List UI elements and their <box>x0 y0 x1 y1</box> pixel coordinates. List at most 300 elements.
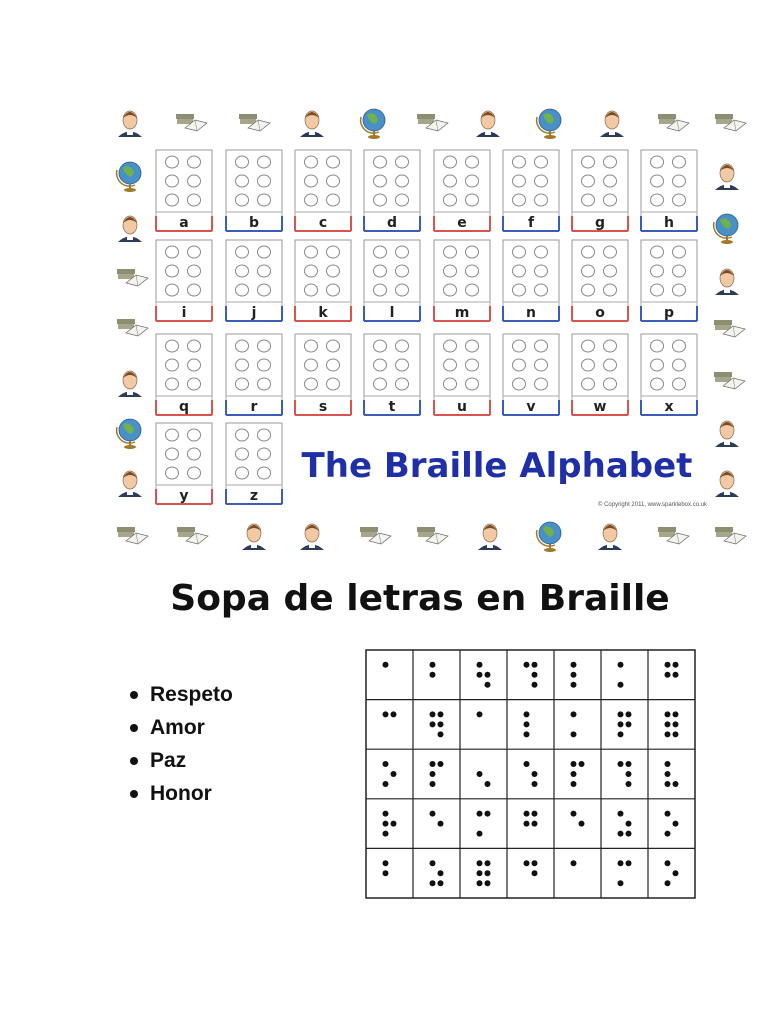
braille-dot-slot <box>166 265 179 277</box>
braille-letter-cell <box>295 150 351 231</box>
braille-dot <box>665 860 671 866</box>
braille-dot-slot <box>305 246 318 258</box>
braille-letter-cell <box>226 240 282 321</box>
braille-dot-slot <box>673 156 686 168</box>
braille-dot-slot <box>396 246 409 258</box>
braille-dot <box>477 711 483 717</box>
braille-dot <box>438 870 444 876</box>
person-icon <box>118 371 142 397</box>
braille-dot-slot <box>236 194 249 206</box>
braille-dot <box>626 860 632 866</box>
braille-dot-slot <box>466 284 479 296</box>
braille-dot-slot <box>236 448 249 460</box>
braille-dot <box>383 870 389 876</box>
books-icon <box>715 114 746 131</box>
braille-dot-slot <box>258 175 271 187</box>
braille-dot-slot <box>166 156 179 168</box>
braille-dot-slot <box>188 156 201 168</box>
braille-dot <box>430 771 436 777</box>
braille-dot <box>430 672 436 678</box>
braille-dot <box>673 662 679 668</box>
braille-dot-slot <box>305 175 318 187</box>
braille-dot-slot <box>651 246 664 258</box>
copyright-note: © Copyright 2011, www.sparklebox.co.uk <box>598 502 708 508</box>
braille-dot <box>618 682 624 688</box>
braille-dot <box>626 721 632 727</box>
braille-dot-slot <box>236 246 249 258</box>
braille-dot-slot <box>396 340 409 352</box>
braille-dot <box>430 811 436 817</box>
braille-dot-slot <box>258 265 271 277</box>
braille-letter-cell <box>434 150 490 231</box>
braille-dot <box>571 672 577 678</box>
braille-dot-slot <box>236 265 249 277</box>
braille-dot <box>485 870 491 876</box>
braille-dot <box>438 731 444 737</box>
braille-dot <box>430 711 436 717</box>
braille-dot-slot <box>513 194 526 206</box>
braille-letter-cell <box>434 240 490 321</box>
braille-dot-slot <box>535 175 548 187</box>
braille-letter-cell <box>295 334 351 415</box>
braille-dot <box>383 781 389 787</box>
braille-dot-slot <box>188 194 201 206</box>
braille-dot-slot <box>673 340 686 352</box>
braille-dot-slot <box>396 265 409 277</box>
letter-label: u <box>457 399 467 415</box>
braille-dot-slot <box>604 265 617 277</box>
braille-dot <box>524 662 530 668</box>
braille-dot-slot <box>305 340 318 352</box>
braille-dot-slot <box>444 378 457 390</box>
braille-letter-cell <box>572 240 628 321</box>
braille-dot <box>673 731 679 737</box>
braille-dot-slot <box>582 246 595 258</box>
letter-label: y <box>179 488 189 504</box>
letter-label: j <box>251 305 257 321</box>
letter-label: d <box>386 215 398 231</box>
braille-dot <box>477 831 483 837</box>
braille-dot <box>665 831 671 837</box>
braille-dot <box>524 821 530 827</box>
braille-dot <box>532 781 538 787</box>
braille-dot-slot <box>188 429 201 441</box>
person-icon <box>715 421 739 447</box>
braille-dot-slot <box>651 156 664 168</box>
braille-dot <box>571 811 577 817</box>
braille-dot <box>571 682 577 688</box>
braille-dot-slot <box>258 448 271 460</box>
braille-dot-slot <box>396 194 409 206</box>
braille-dot-slot <box>258 246 271 258</box>
braille-dot-slot <box>258 359 271 371</box>
braille-dot-slot <box>444 194 457 206</box>
braille-dot-slot <box>236 378 249 390</box>
braille-dot <box>532 662 538 668</box>
braille-dot-slot <box>604 246 617 258</box>
braille-dot <box>626 831 632 837</box>
braille-dot-slot <box>166 194 179 206</box>
braille-dot <box>430 662 436 668</box>
braille-dot <box>524 711 530 717</box>
braille-dot-slot <box>673 194 686 206</box>
braille-dot-slot <box>535 340 548 352</box>
braille-dot-slot <box>466 194 479 206</box>
braille-dot <box>477 811 483 817</box>
braille-dot-slot <box>651 340 664 352</box>
letter-label: r <box>250 399 258 415</box>
letter-label: m <box>454 305 470 321</box>
braille-dot <box>571 711 577 717</box>
braille-dot <box>673 781 679 787</box>
braille-letter-cell <box>364 334 420 415</box>
braille-dot-slot <box>166 175 179 187</box>
braille-dot <box>477 880 483 886</box>
braille-dot-slot <box>673 246 686 258</box>
braille-dot-slot <box>651 284 664 296</box>
braille-dot-slot <box>673 175 686 187</box>
letter-label: q <box>178 399 190 415</box>
braille-dot <box>665 721 671 727</box>
person-icon <box>300 111 324 137</box>
letter-label: b <box>248 215 260 231</box>
braille-dot-slot <box>305 194 318 206</box>
braille-dot <box>532 811 538 817</box>
word-list-item: Paz <box>128 744 233 777</box>
person-icon <box>118 111 142 137</box>
braille-dot-slot <box>582 340 595 352</box>
braille-dot-slot <box>236 340 249 352</box>
braille-dot-slot <box>673 265 686 277</box>
letter-label: h <box>664 215 674 231</box>
braille-letter-cell <box>503 334 559 415</box>
braille-dot-slot <box>188 340 201 352</box>
braille-dot-slot <box>582 378 595 390</box>
braille-dot <box>485 682 491 688</box>
braille-dot-slot <box>188 378 201 390</box>
braille-dot <box>665 811 671 817</box>
braille-dot <box>430 781 436 787</box>
braille-dot <box>673 821 679 827</box>
braille-dot-slot <box>374 378 387 390</box>
braille-dot-slot <box>166 340 179 352</box>
braille-dot-slot <box>535 156 548 168</box>
braille-dot <box>383 662 389 668</box>
person-icon <box>476 111 500 137</box>
braille-dot-slot <box>188 246 201 258</box>
braille-dot-slot <box>535 359 548 371</box>
braille-dot-slot <box>327 265 340 277</box>
person-icon <box>118 216 142 242</box>
globe-icon <box>537 522 561 552</box>
letter-label: n <box>526 305 536 321</box>
letter-label: e <box>457 215 467 231</box>
braille-dot-slot <box>166 246 179 258</box>
braille-dot-slot <box>258 156 271 168</box>
word-list-item: Amor <box>128 711 233 744</box>
braille-dot-slot <box>582 156 595 168</box>
braille-dot-slot <box>604 378 617 390</box>
braille-dot-slot <box>466 246 479 258</box>
braille-dot <box>626 821 632 827</box>
braille-dot <box>391 711 397 717</box>
braille-dot-slot <box>466 378 479 390</box>
braille-dot <box>430 761 436 767</box>
braille-dot <box>524 860 530 866</box>
braille-dot <box>524 721 530 727</box>
braille-dot <box>430 721 436 727</box>
braille-dot-slot <box>166 359 179 371</box>
braille-dot-slot <box>396 359 409 371</box>
braille-dot <box>618 711 624 717</box>
braille-dot <box>383 811 389 817</box>
books-icon <box>417 527 448 544</box>
braille-dot-slot <box>188 175 201 187</box>
braille-dot-slot <box>651 359 664 371</box>
braille-dot-slot <box>466 265 479 277</box>
braille-dot-slot <box>188 467 201 479</box>
braille-dot-slot <box>604 156 617 168</box>
braille-letter-cell <box>226 423 282 504</box>
braille-dot-slot <box>535 378 548 390</box>
braille-dot-slot <box>188 265 201 277</box>
braille-dot <box>626 711 632 717</box>
braille-dot <box>430 860 436 866</box>
braille-dot-slot <box>258 378 271 390</box>
letter-label: p <box>663 305 675 321</box>
braille-dot-slot <box>466 359 479 371</box>
books-icon <box>239 114 270 131</box>
person-icon <box>715 471 739 497</box>
letter-label: o <box>595 305 605 321</box>
braille-dot <box>571 860 577 866</box>
braille-dot-slot <box>188 284 201 296</box>
braille-letter-cell <box>226 150 282 231</box>
braille-dot <box>571 761 577 767</box>
braille-letter-cell <box>572 150 628 231</box>
braille-dot <box>485 811 491 817</box>
braille-letter-cell <box>156 240 212 321</box>
grid-cell <box>571 662 577 688</box>
braille-dot-slot <box>396 175 409 187</box>
braille-dot <box>383 860 389 866</box>
braille-dot-slot <box>582 175 595 187</box>
braille-dot-slot <box>513 246 526 258</box>
braille-dot-slot <box>444 340 457 352</box>
braille-dot-slot <box>327 156 340 168</box>
books-icon <box>715 527 746 544</box>
braille-dot-slot <box>258 194 271 206</box>
braille-dot-slot <box>327 194 340 206</box>
braille-letter-cell <box>434 334 490 415</box>
braille-letter-cell <box>226 334 282 415</box>
alphabet-title: The Braille Alphabet <box>301 446 693 486</box>
braille-letter-cell <box>295 240 351 321</box>
braille-dot <box>485 781 491 787</box>
braille-dot-slot <box>327 284 340 296</box>
braille-dot-slot <box>327 175 340 187</box>
braille-dot-slot <box>604 359 617 371</box>
braille-dot-slot <box>305 284 318 296</box>
braille-dot-slot <box>651 378 664 390</box>
braille-dot <box>485 860 491 866</box>
braille-dot-slot <box>535 265 548 277</box>
books-icon <box>176 114 207 131</box>
braille-dot-slot <box>513 359 526 371</box>
braille-letter-cell <box>156 334 212 415</box>
braille-dot-slot <box>374 194 387 206</box>
braille-dot <box>571 662 577 668</box>
globe-icon <box>117 162 141 192</box>
braille-dot-slot <box>444 156 457 168</box>
books-icon <box>658 527 689 544</box>
braille-dot-slot <box>604 284 617 296</box>
puzzle-title: Sopa de letras en Braille <box>170 578 670 619</box>
braille-dot <box>383 831 389 837</box>
braille-dot <box>673 721 679 727</box>
braille-dot <box>618 880 624 886</box>
braille-dot-slot <box>236 467 249 479</box>
person-icon <box>715 269 739 295</box>
braille-dot-slot <box>258 467 271 479</box>
braille-dot <box>626 761 632 767</box>
braille-dot <box>665 711 671 717</box>
braille-dot-slot <box>651 194 664 206</box>
braille-dot <box>391 771 397 777</box>
braille-dot <box>477 662 483 668</box>
braille-dot-slot <box>327 340 340 352</box>
books-icon <box>177 527 208 544</box>
braille-dot <box>579 761 585 767</box>
braille-dot <box>618 662 624 668</box>
books-icon <box>117 527 148 544</box>
braille-dot-slot <box>651 175 664 187</box>
braille-dot-slot <box>444 359 457 371</box>
braille-dot-slot <box>513 340 526 352</box>
braille-dot-slot <box>604 194 617 206</box>
braille-dot-slot <box>673 378 686 390</box>
braille-dot-slot <box>466 340 479 352</box>
word-list <box>128 678 233 810</box>
braille-dot <box>383 711 389 717</box>
braille-dot-slot <box>604 175 617 187</box>
braille-dot-slot <box>236 175 249 187</box>
braille-dot <box>532 672 538 678</box>
letter-label: w <box>593 399 607 415</box>
braille-dot <box>485 672 491 678</box>
person-icon <box>600 111 624 137</box>
braille-dot-slot <box>513 378 526 390</box>
braille-dot-slot <box>305 378 318 390</box>
letter-label: i <box>181 305 187 321</box>
braille-dot <box>618 811 624 817</box>
braille-letter-cell <box>156 423 212 504</box>
braille-dot-slot <box>374 284 387 296</box>
braille-letter-cell <box>503 240 559 321</box>
books-icon <box>360 527 391 544</box>
braille-dot-slot <box>236 429 249 441</box>
braille-dot-slot <box>236 156 249 168</box>
braille-dot-slot <box>513 175 526 187</box>
braille-dot <box>391 821 397 827</box>
braille-dot-slot <box>444 284 457 296</box>
braille-dot-slot <box>236 284 249 296</box>
braille-dot-slot <box>513 265 526 277</box>
braille-dot <box>477 870 483 876</box>
braille-dot <box>665 771 671 777</box>
braille-dot-slot <box>327 378 340 390</box>
braille-dot-slot <box>305 156 318 168</box>
braille-letter-cell <box>572 334 628 415</box>
braille-dot-slot <box>166 284 179 296</box>
letter-label: x <box>664 399 674 415</box>
letter-label: z <box>249 488 259 504</box>
braille-dot-slot <box>258 284 271 296</box>
letter-label: c <box>318 215 328 231</box>
books-icon <box>714 372 745 389</box>
person-icon <box>478 524 502 550</box>
braille-dot <box>571 731 577 737</box>
letter-label: s <box>318 399 328 415</box>
braille-dot <box>524 811 530 817</box>
braille-dot-slot <box>513 156 526 168</box>
grid-cell <box>477 711 483 717</box>
braille-dot-slot <box>188 448 201 460</box>
braille-dot-slot <box>166 448 179 460</box>
braille-dot-slot <box>166 378 179 390</box>
letter-label: a <box>179 215 189 231</box>
braille-dot-slot <box>258 429 271 441</box>
letter-label: l <box>389 305 395 321</box>
braille-dot <box>665 880 671 886</box>
braille-dot <box>673 711 679 717</box>
globe-icon <box>361 109 385 139</box>
braille-dot <box>673 672 679 678</box>
braille-dot <box>532 821 538 827</box>
braille-dot-slot <box>374 246 387 258</box>
braille-dot <box>665 731 671 737</box>
braille-dot <box>438 721 444 727</box>
braille-dot <box>477 771 483 777</box>
globe-icon <box>537 109 561 139</box>
braille-letter-cell <box>364 150 420 231</box>
braille-dot <box>579 821 585 827</box>
braille-dot <box>618 831 624 837</box>
braille-dot-slot <box>582 265 595 277</box>
braille-dot-slot <box>166 429 179 441</box>
letter-label: t <box>388 399 396 415</box>
braille-dot-slot <box>466 175 479 187</box>
braille-dot-slot <box>188 359 201 371</box>
braille-dot-slot <box>305 265 318 277</box>
books-icon <box>658 114 689 131</box>
braille-dot-slot <box>673 359 686 371</box>
braille-dot-slot <box>396 156 409 168</box>
books-icon <box>117 269 148 286</box>
person-icon <box>715 164 739 190</box>
braille-letter-cell <box>364 240 420 321</box>
braille-word-search-grid <box>366 650 695 898</box>
person-icon <box>300 524 324 550</box>
braille-dot-slot <box>374 340 387 352</box>
braille-dot <box>438 821 444 827</box>
braille-dot <box>524 761 530 767</box>
braille-dot <box>571 781 577 787</box>
braille-dot <box>618 731 624 737</box>
braille-dot-slot <box>327 246 340 258</box>
braille-dot-slot <box>466 156 479 168</box>
braille-dot <box>524 731 530 737</box>
